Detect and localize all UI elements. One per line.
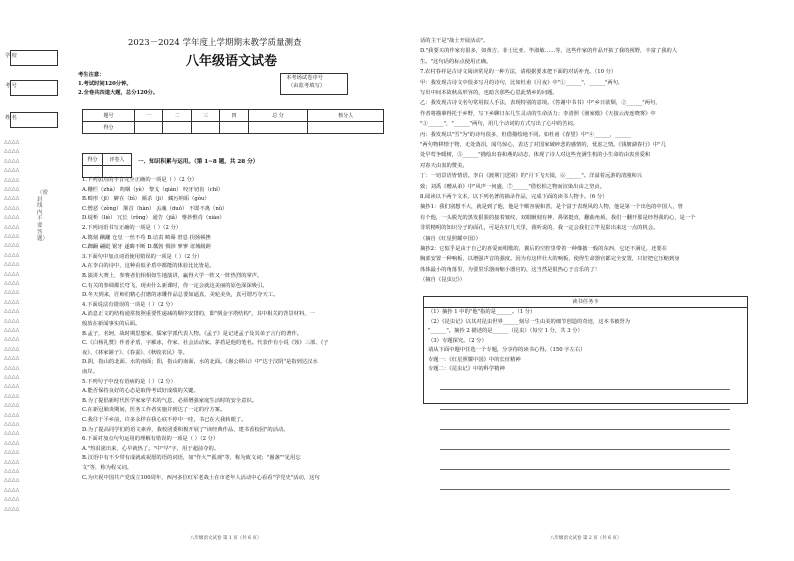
page1-footer: 八年级语文试卷 第 1 页（共 6 页） (190, 536, 262, 541)
main-title: 八年级语文试卷 (186, 54, 278, 69)
score-row-label: 得分 (83, 122, 135, 134)
seal-triangle-row: △△△△ (4, 346, 20, 352)
text-line: 处早莺争暖树，⑤______"描绘出春和燕的动态，体现了诗人对这些充满生机的小生命的由衷喜爱和 (420, 152, 651, 159)
text-line: 专题二：《昆虫记》中的科学精神 (428, 366, 505, 372)
page2-footer: 八年级语文试卷 第 2 页（共 6 页） (550, 536, 622, 541)
text-line: 3.下面句中加点词语使用错误的一项是（ ）（2 分） (82, 253, 203, 260)
year-title: 2023－2024 学年度上学期期末教学质量测查 (128, 38, 302, 48)
text-line: 话的主干是"战士开展活动"。 (420, 38, 489, 44)
name-field[interactable] (10, 112, 58, 128)
text-line: C.《白杨礼赞》作者矛盾，字雁冰，作家、社会活动家。茅盾是他的笔名。代表作有小说《蚀》三部、《子 (82, 340, 329, 347)
text-line: 有个他，一头脱光的黑发狠狠的接着皱纹，双眼瞅刻有神，鼻梁挺直，翻曲角须。我们一翻开那是经得我的心，是一个 (420, 214, 696, 221)
text-line: B.畸形（jī） 僻在（bì） 厮杀（ji） 藏污纳垢（gòu） (82, 196, 210, 203)
score-value-row (83, 122, 384, 134)
text-line: 对春天由衷的赞美。 (420, 162, 468, 169)
seal-triangle-row: △△△△ (4, 196, 20, 202)
text-line: B.孟子，名轲，战时期思想家，儒家学派代表人物。《孟子》是记述孟子及其弟子言行的著作。 (82, 330, 303, 337)
notice-title: 考生注意： (78, 72, 105, 78)
score-cell[interactable] (248, 122, 308, 134)
grader-score-cell[interactable] (83, 166, 103, 178)
text-line: 文"等，称为程义词。 (82, 465, 133, 471)
text-line: 摘抄2：它似乎是由于自己的喜爱而唱歌的，翼后的空腔里带着一种像披一般的东西，它还不满足，还要在 (420, 246, 668, 252)
score-header-cell: 四 (220, 110, 248, 122)
exam-number-field[interactable] (10, 80, 58, 96)
seal-triangle-row: △△△△ (4, 459, 20, 465)
text-line: B.为了提倡新时代医学家家学术的气息，必须增强家庭生活时的安全意识。 (82, 397, 258, 404)
score-cell[interactable] (163, 122, 191, 134)
seal-triangle-row: △△△△ (4, 140, 20, 145)
text-line: 7.农村春祥是古诗文阅读常见的一种方法，请根据要求把下面的对话补充。（10 分） (420, 69, 617, 76)
text-line: 般放在新闻事实的后面。 (82, 321, 141, 327)
text-line: D.为了提高同学们的语文素养，我校团委积极开展了"读经典作品，建书香校园"的活动。 (82, 426, 289, 433)
score-cell[interactable] (135, 122, 163, 134)
score-header-cell: 一 (135, 110, 163, 122)
text-line: A."热泪滚出来，心早就热了。"中"早"字，用于超前夺的。 (82, 445, 220, 452)
grader-name-label: 评卷人 (102, 154, 131, 166)
answer-line[interactable] (440, 429, 730, 430)
seal-triangle-row: △△△△ (4, 252, 20, 258)
exam-number-label: 考 号 (5, 83, 17, 89)
seal-triangle-row: △△△△ (4, 440, 20, 446)
seal-triangle-row: △△△△ (4, 431, 20, 437)
text-line: C.为庆祝中国共产党成立100周年，西河多位红军老战士在市老年人活动中心看看"学党史"活动，这句 (82, 474, 320, 481)
seal-triangle-row: △△△△ (4, 318, 20, 324)
score-header-cell: 三 (191, 110, 219, 122)
text-line: A.消息正文的结构通常按照重要性递减的顺序安排的，即"倒金字塔结构"，其中相关的背景材料，一 (82, 311, 315, 318)
seal-triangle-row: △△△△ (4, 299, 20, 305)
text-line: （2）《昆虫记》以其对昆虫世界______刻尽一生由美的细节创造的奇迹，这本书被誉为 (428, 318, 631, 325)
seal-triangle-row: △△△△ (4, 328, 20, 333)
text-line: 4.下面说法有错误的一项是（ ）（2 分） (82, 301, 176, 308)
seal-triangle-row: △△△△ (4, 243, 20, 249)
exam-seat-box[interactable] (280, 73, 348, 95)
text-line: 写出中间本故秋高形容的，也暗含那些心思此情乡的问题。 (420, 90, 558, 96)
seal-triangle-row: △△△△ (4, 281, 20, 286)
score-cell[interactable] (308, 122, 384, 134)
school-label: 学 校 (5, 53, 17, 59)
score-cell[interactable] (220, 122, 248, 134)
text-line: 请从下面中题中任选一个专题，分享你的读书心得。（150 字左右） (428, 347, 586, 353)
binding-strip (2, 50, 62, 520)
score-cell[interactable] (191, 122, 219, 134)
score-header-cell: 二 (163, 110, 191, 122)
text-line: "______"。摘抄 2 描述的是______（昆虫）（每空 1 分，共 3 分） (428, 328, 583, 334)
seal-triangle-row: △△△△ (4, 187, 20, 192)
text-line: 摘抄1：我们别想不大，就是到了他，他是个颇容貌和善，是个富于表现风的人物，他是第一个出色的中国人，曾 (420, 204, 683, 211)
seal-triangle-row: △△△△ (4, 205, 20, 211)
text-line: 胸部安置一种响板，以增强声音的强度。因为有这样壮大的响板，使得生命器官都完全安置，只好把它压缩到身 (420, 256, 680, 263)
text-line: 体体最小的角落里，为要里乐器而缩小器官的，这当然是很热心于音乐的了！ (420, 266, 601, 273)
text-line: 1.下列加点的字音完全正确的一项是（ ）（2 分） (82, 177, 198, 183)
seal-triangle-row: △△△△ (4, 393, 20, 399)
score-header-row (83, 110, 384, 122)
text-line: 非常精明的知识分子的面孔，可是在好几天里，我听说的，我一定会我们立竿见影出来这一点的机会。 (420, 225, 659, 232)
seal-triangle-row: △△△△ (4, 403, 20, 409)
text-line: C.踟蹰 翩跹 锯牙 遂晦不断 D.瓢勃 惆涉 寥寥 诓城级跨 (82, 244, 212, 251)
section-1-title: 一、知识积累与运用。（第 1~8 题，共 28 分） (138, 159, 259, 165)
text-line: 生。"这句话的标点使用正确。 (420, 58, 492, 65)
seal-triangle-row: △△△△ (4, 497, 20, 503)
seal-triangle-row: △△△△ (4, 337, 20, 343)
grader-score-label: 得分 (83, 154, 103, 166)
seal-triangle-row: △△△△ (4, 422, 20, 427)
seal-triangle-row: △△△△ (4, 262, 20, 268)
answer-line[interactable] (440, 489, 730, 490)
text-line: D.绽析（liè） 冗长（rǒng） 通告（jiǎ） 惟妙惟肖（xiào） (82, 215, 225, 222)
seal-triangle-row: △△△△ (4, 356, 20, 362)
text-line: 丙：我发现以"雪"为"的诗句很多，但借描绘地不同。如杜甫《春望》中"④______，______ (420, 131, 632, 138)
text-line: 甲：我发现古诗文中很多写月的诗句，比如杜甫《月夜》中"①______"，______"两句， (420, 79, 624, 86)
text-line: A.能否保持良好的心态是取得考试好成绩的关键。 (82, 388, 199, 395)
text-line: D.冬天到来，匠师们精心打磨的冰雕作品总要如逼真、美轮美奂，真可谓巧夺天工。 (82, 292, 279, 299)
text-line: A.镌刻 蹒跚 仓皇 一丝不苟 B.诘责 畸蓦 窘息 拐扬顿挫 (82, 234, 211, 241)
text-line: A.在李白的诗中，这种看似矛盾中都能的体验比比皆是。 (82, 263, 215, 270)
notice-line-1: 1.考试时间120分钟。 (78, 81, 132, 87)
grader-table (82, 153, 132, 178)
text-line: D."我要买的作家有很多，如黄吉、菲士比亚、毕淑敏……等，这些作家的作品开拓了我的视野，丰富了我的人 (420, 48, 678, 55)
text-line: B.演讲大赛上，参赛者们相相如生地演讲，赢得大学一阵又一阵热烈的掌声。 (82, 273, 263, 279)
text-line: A.栅栏（zhà） 呜咽（yè） 黎戈（qián） 咬牙切齿（chǐ） (82, 186, 224, 193)
text-line: B.汉语中有不少带有成就或祝愿的语的词语，如"作大""孤观"等，称为致文词；"愚盏""见用忘 (82, 455, 301, 462)
seal-warning: （密 封 线 内 不 要 答 题） (37, 190, 49, 243)
text-line: C.我往于平乡前，许多永样在我心底不停中一哇，书已在大我转眼了。 (82, 417, 247, 423)
card-title: 读书任务卡 (572, 299, 599, 305)
notice-line-2: 2.全卷共四道大题，总分120分。 (78, 90, 159, 96)
score-header-cell: 题号 (83, 110, 135, 122)
score-table (82, 109, 384, 134)
answer-line[interactable] (440, 469, 730, 470)
text-line: 乙：我发现古诗文名句常用拟人手法，表现特别的意境。《答谢中书书》中"乡日欲颓，②______"两句， (420, 100, 661, 107)
seal-triangle-row: △△△△ (4, 215, 20, 221)
text-line: 专题一：《红星照耀中国》中的长征精神 (428, 356, 521, 363)
text-line: 6.下面对加点句句运用的理解有错误的一项是（ ）（2 分） (82, 436, 219, 443)
seal-triangle-row: △△△△ (4, 177, 20, 183)
text-line: 2.下列词语书写正确的一项是（ ）（2 分） (82, 225, 182, 231)
seal-triangle-row: △△△△ (4, 168, 20, 174)
score-header-cell: 核分人 (308, 110, 384, 122)
seal-triangle-row: △△△△ (4, 469, 20, 474)
text-line: "两句物移情于物，无处落泪，闻鸟惊心，表达了对国家破碎悲的感情的，忧虑之情。《钱塘湖春行》中"几 (420, 142, 666, 148)
seal-triangle-row: △△△△ (4, 365, 20, 371)
text-line: 南岸。 (82, 369, 98, 375)
exam-seat-line-1: 本考场试卷序号 (286, 75, 324, 81)
text-line: 丁：一切景语皆情语。李白《渡荆门送别》的"月下飞天镜，⑥______"。洋溢着远游的清漫和兴 (420, 173, 643, 180)
text-line: 5.下列句子中没有语病的是（ ）（2 分） (82, 378, 176, 385)
seal-triangle-row: △△△△ (4, 158, 20, 164)
text-line: C.在新冠肺炎期间，医务工作者实施并到达了一定的疗方案。 (82, 407, 226, 414)
text-line: （摘自《昆虫记》） (420, 277, 466, 284)
school-field[interactable] (10, 50, 58, 66)
seal-triangle-row: △△△△ (4, 487, 20, 493)
answer-line[interactable] (440, 449, 730, 450)
text-line: C.有关的参调都长穹飞，现卖什么新课时，你一定会就这美丽的原色深深吸引。 (82, 282, 268, 289)
text-line: D.阴，指山的北面、水的南面；阳，指山的南面，水的北面。《愚公移山》中"达于汉阴"是指到达汉水 (82, 359, 318, 366)
text-line: 作者将描摹得托于乡野，写下乡聊日东几生灵动的生命活力；李清照《渔家傲》《天接云涛连晓雾》中 (420, 110, 656, 117)
seal-triangle-row: △△△△ (4, 375, 20, 380)
text-line: "③______"，"______"两句，用几个动词的方式写出了心中的苦闷。 (420, 121, 579, 128)
score-header-cell: 总 分 (248, 110, 308, 122)
grader-name-cell[interactable] (102, 166, 131, 178)
text-line: （摘自《红星照耀中国》） (420, 235, 481, 242)
seal-triangle-row: △△△△ (4, 234, 20, 239)
seal-triangle-row: △△△△ (4, 478, 20, 484)
text-line: 夜》、《林家铺子》、《春蚕》、《秋收农民》等。 (82, 349, 188, 356)
seal-triangle-row: △△△△ (4, 224, 20, 230)
text-line: （3）专题探究。（2 分） (428, 337, 487, 344)
text-line: C.憎恶（zèng） 颔首（hàn） 丢魂（duǒ） 不即不离（nǔ） (82, 205, 228, 212)
seal-triangle-row: △△△△ (4, 450, 20, 456)
seal-triangle-row: △△△△ (4, 309, 20, 315)
reading-task-card (423, 296, 748, 404)
seal-triangle-row: △△△△ (4, 271, 20, 277)
text-line: 8.阅读以下两个文本，以下列名著的摘录作品，完成下面的读书人物卡。（6 分） (420, 194, 608, 200)
text-line: 致；刘禹《赠从弟》中"风声一何盛，⑦______"借松柏之物而渲染出由之坚贞。 (420, 183, 605, 190)
exam-seat-line-2: （由监考填写） (288, 82, 326, 89)
name-label: 姓 名 (5, 115, 17, 121)
seal-triangle-row: △△△△ (4, 506, 20, 512)
seal-triangle-row: △△△△ (4, 290, 20, 296)
text-line: （1）摘抄 1 中的"他"指的是______。（1 分） (428, 309, 536, 315)
seal-triangle-row: △△△△ (4, 149, 20, 155)
seal-triangle-row: △△△△ (4, 384, 20, 390)
answer-line[interactable] (440, 409, 730, 410)
answer-line[interactable] (440, 389, 730, 390)
seal-triangle-row: △△△△ (4, 412, 20, 418)
